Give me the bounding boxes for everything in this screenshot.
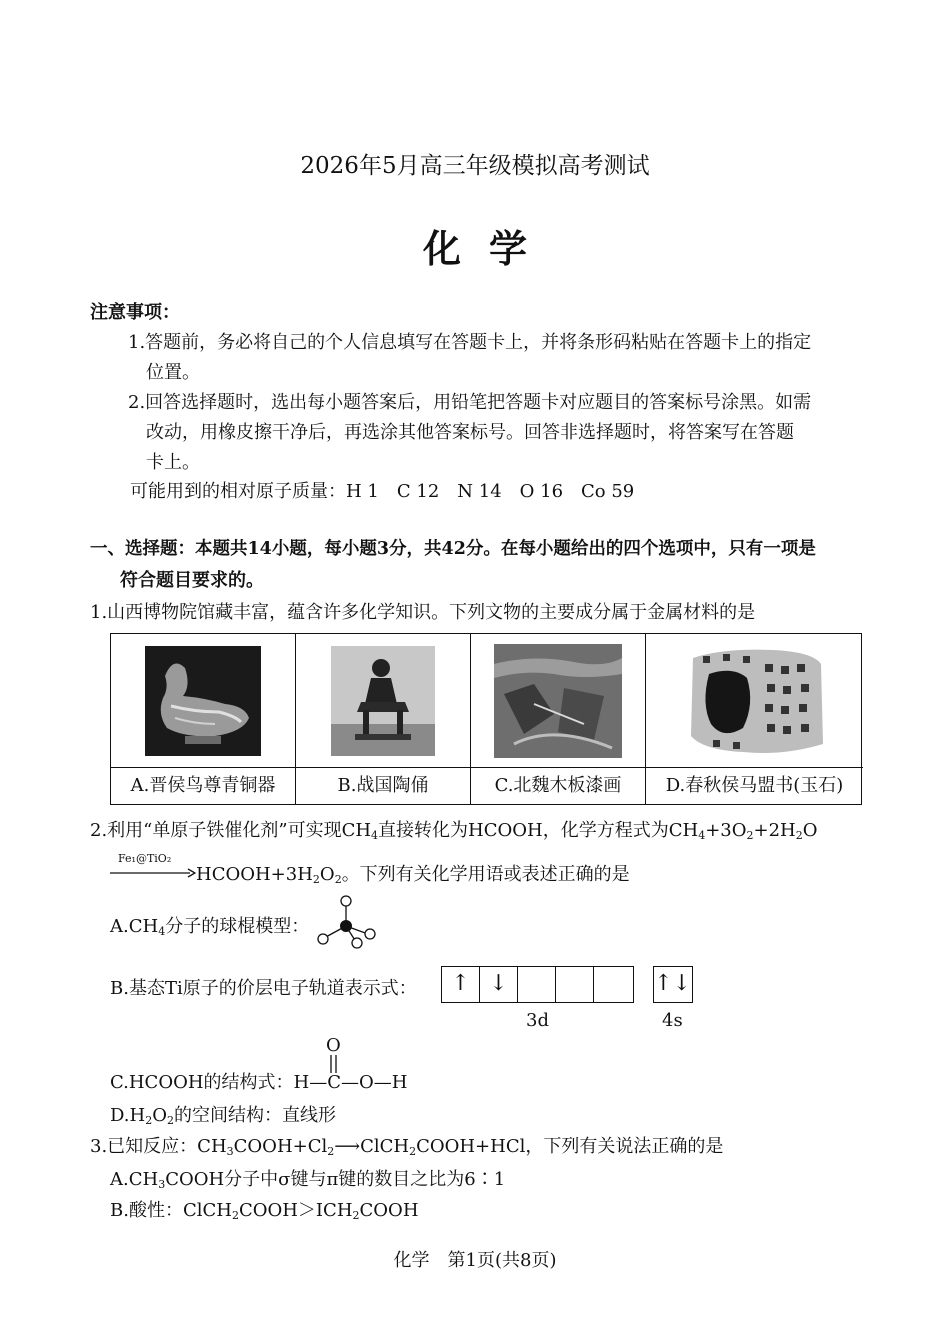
catalyst-label: Fe₁@TiO₂	[118, 852, 172, 865]
orbital-3d-box-3	[518, 967, 556, 1002]
bronze-bird-vessel-icon	[145, 646, 261, 756]
option-b-label: B.战国陶俑	[296, 767, 470, 804]
question-3-option-b: B.酸性：$ClCH_2COOH>ICH_2COOH$	[110, 1200, 419, 1222]
jade-tablet-icon	[683, 644, 827, 758]
formic-acid-structure: H—C—O—H	[293, 1072, 408, 1093]
note-1-line-2: 位置。	[146, 362, 200, 383]
orbital-3d-box-1: ↑	[442, 967, 480, 1002]
option-d-label: D.春秋侯马盟书(玉石)	[646, 767, 863, 804]
note-2-line-3: 卡上。	[146, 452, 200, 473]
orbital-4s-box	[653, 966, 693, 1003]
formic-acid-carbonyl-o: O	[326, 1035, 341, 1056]
question-3-stem: 3.已知反应：$CH_3COOH+Cl_2⟶ClCH_2COOH+HCl$，下列有关说法正确的是	[90, 1136, 724, 1158]
option-b-cell	[296, 634, 471, 804]
question-3-option-a: $A.CH_3COOH$分子中σ键与π键的数目之比为6∶1	[110, 1169, 506, 1191]
section-1-heading-line-2: 符合题目要求的。	[120, 570, 264, 591]
pottery-figurine-icon	[331, 646, 435, 756]
label-4s: 4s	[662, 1010, 683, 1031]
note-2-line-2: 改动，用橡皮擦干净后，再选涂其他答案标号。回答非选择题时，将答案写在答题	[146, 422, 794, 443]
option-a-label: A.晋侯鸟尊青铜器	[111, 767, 295, 804]
orbital-3d-box-4	[556, 967, 594, 1002]
question-2-option-b: B.基态Ti原子的价层电子轨道表示式：	[110, 978, 417, 999]
option-a-cell	[111, 634, 296, 804]
question-1-stem: 1.山西博物院馆藏丰富，蕴含许多化学知识。下列文物的主要成分属于金属材料的是	[90, 602, 756, 623]
section-1-heading-line-1: 一、选择题：本题共14小题，每小题3分，共42分。在每小题给出的四个选项中，只有一项是	[90, 539, 816, 559]
exam-title: 2026年5月高三年级模拟高考测试	[300, 153, 650, 179]
lacquer-painting-icon	[494, 644, 622, 758]
note-1-line-1: 1.答题前，务必将自己的个人信息填写在答题卡上，并将条形码粘贴在答题卡上的指定	[128, 332, 812, 353]
question-2-stem-line-1: 2.利用“单原子铁催化剂”可实现$CH_4$直接转化为HCOOH，化学方程式为$CH_4+3O_2+2H_2O$	[90, 820, 818, 842]
orbital-3d-box-5	[594, 967, 632, 1002]
label-3d: 3d	[526, 1010, 549, 1031]
option-d-cell	[646, 634, 863, 804]
option-c-label: C.北魏木板漆画	[471, 767, 645, 804]
reaction-arrow	[110, 868, 196, 878]
notes-heading: 注意事项：	[90, 302, 180, 323]
ball-and-stick-model-icon	[312, 892, 382, 952]
question-2-option-a: $A.CH_4$分子的球棍模型：	[110, 916, 310, 938]
page-footer: 化学 第1页(共8页)	[393, 1250, 557, 1271]
orbital-3d-box-2: ↓	[480, 967, 518, 1002]
orbital-4s-box-1: ↑↓	[654, 971, 691, 996]
orbital-3d-boxes	[441, 966, 634, 1003]
option-c-cell	[471, 634, 646, 804]
artifact-options-table	[110, 633, 862, 805]
subject-title: 化学	[422, 226, 555, 271]
atomic-mass-line: 可能用到的相对原子质量：H 1 C 12 N 14 O 16 Co 59	[130, 481, 635, 502]
note-2-line-1: 2.回答选择题时，选出每小题答案后，用铅笔把答题卡对应题目的答案标号涂黑。如需	[128, 392, 812, 413]
question-2-option-c: C.HCOOH的结构式：H—C—O—H	[110, 1072, 408, 1093]
question-2-option-d: $D.H_2O_2$的空间结构：直线形	[110, 1105, 336, 1127]
question-2-stem-line-2: $HCOOH+3H_2O_2$。下列有关化学用语或表述正确的是	[196, 864, 630, 886]
